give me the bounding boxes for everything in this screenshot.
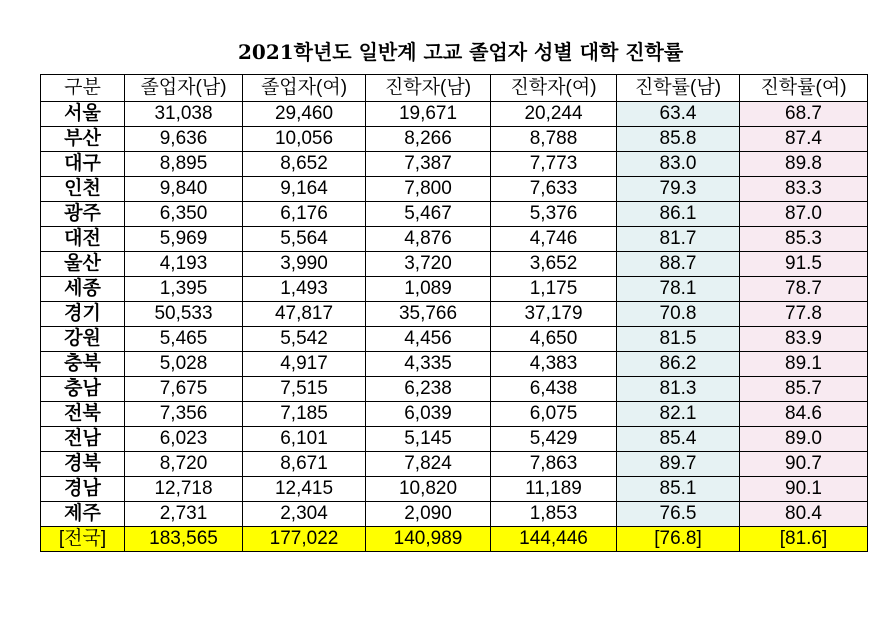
table-row <box>41 177 868 202</box>
col-header-category: 구분 <box>41 75 125 102</box>
table-row <box>41 127 868 152</box>
rate-male-cell: 88.7 <box>617 252 740 277</box>
table-row <box>41 377 868 402</box>
grad-female-cell: 2,304 <box>243 502 366 527</box>
grad-male-cell: 50,533 <box>125 302 243 327</box>
grad-female-cell: 1,493 <box>243 277 366 302</box>
enroll-female-cell: 7,773 <box>491 152 617 177</box>
rate-male-cell: 76.5 <box>617 502 740 527</box>
region-cell: 광주 <box>41 202 125 227</box>
enroll-male-cell: 7,824 <box>366 452 491 477</box>
grad-male-cell: 2,731 <box>125 502 243 527</box>
rate-female-cell: 87.4 <box>740 127 868 152</box>
rate-female-cell: 85.7 <box>740 377 868 402</box>
enroll-female-cell: 7,633 <box>491 177 617 202</box>
rate-female-cell: 84.6 <box>740 402 868 427</box>
rate-female-cell: 85.3 <box>740 227 868 252</box>
enroll-female-cell: 4,383 <box>491 352 617 377</box>
col-header-enroll-female: 진학자(여) <box>491 75 617 102</box>
region-cell: 대구 <box>41 152 125 177</box>
region-cell: 세종 <box>41 277 125 302</box>
enroll-female-cell: 6,075 <box>491 402 617 427</box>
grad-male-cell: 5,028 <box>125 352 243 377</box>
table-row <box>41 152 868 177</box>
grad-male-cell: 9,636 <box>125 127 243 152</box>
enroll-male-cell: 2,090 <box>366 502 491 527</box>
rate-female-cell: [81.6] <box>740 527 868 552</box>
rate-female-cell: 77.8 <box>740 302 868 327</box>
grad-male-cell: 8,720 <box>125 452 243 477</box>
rate-male-cell: 86.1 <box>617 202 740 227</box>
grad-male-cell: 7,675 <box>125 377 243 402</box>
region-cell: 경남 <box>41 477 125 502</box>
rate-male-cell: 81.5 <box>617 327 740 352</box>
grad-female-cell: 12,415 <box>243 477 366 502</box>
enroll-male-cell: 8,266 <box>366 127 491 152</box>
col-header-grad-female: 졸업자(여) <box>243 75 366 102</box>
rate-female-cell: 78.7 <box>740 277 868 302</box>
rate-female-cell: 90.7 <box>740 452 868 477</box>
rate-male-cell: 63.4 <box>617 102 740 127</box>
rate-female-cell: 89.8 <box>740 152 868 177</box>
enroll-female-cell: 3,652 <box>491 252 617 277</box>
table-row <box>41 402 868 427</box>
region-cell: [전국] <box>41 527 125 552</box>
region-cell: 울산 <box>41 252 125 277</box>
header-row <box>41 75 868 102</box>
rate-female-cell: 89.1 <box>740 352 868 377</box>
grad-female-cell: 5,564 <box>243 227 366 252</box>
enroll-male-cell: 4,876 <box>366 227 491 252</box>
table-row <box>41 102 868 127</box>
grad-female-cell: 47,817 <box>243 302 366 327</box>
enroll-female-cell: 7,863 <box>491 452 617 477</box>
enroll-female-cell: 8,788 <box>491 127 617 152</box>
enroll-female-cell: 4,746 <box>491 227 617 252</box>
table-row <box>41 302 868 327</box>
enroll-male-cell: 7,387 <box>366 152 491 177</box>
table-row <box>41 252 868 277</box>
grad-male-cell: 9,840 <box>125 177 243 202</box>
grad-female-cell: 4,917 <box>243 352 366 377</box>
rate-male-cell: 85.8 <box>617 127 740 152</box>
rate-male-cell: 81.3 <box>617 377 740 402</box>
enroll-female-cell: 4,650 <box>491 327 617 352</box>
grad-female-cell: 9,164 <box>243 177 366 202</box>
grad-male-cell: 7,356 <box>125 402 243 427</box>
enroll-male-cell: 5,467 <box>366 202 491 227</box>
rate-male-cell: 70.8 <box>617 302 740 327</box>
enrollment-table <box>40 74 868 552</box>
enroll-male-cell: 7,800 <box>366 177 491 202</box>
rate-female-cell: 83.9 <box>740 327 868 352</box>
grad-female-cell: 5,542 <box>243 327 366 352</box>
rate-male-cell: 82.1 <box>617 402 740 427</box>
rate-female-cell: 83.3 <box>740 177 868 202</box>
grad-female-cell: 3,990 <box>243 252 366 277</box>
grad-male-cell: 6,350 <box>125 202 243 227</box>
enroll-female-cell: 11,189 <box>491 477 617 502</box>
grad-male-cell: 5,969 <box>125 227 243 252</box>
rate-female-cell: 91.5 <box>740 252 868 277</box>
enroll-male-cell: 140,989 <box>366 527 491 552</box>
rate-male-cell: 83.0 <box>617 152 740 177</box>
rate-female-cell: 68.7 <box>740 102 868 127</box>
region-cell: 인천 <box>41 177 125 202</box>
grad-female-cell: 7,515 <box>243 377 366 402</box>
enroll-female-cell: 144,446 <box>491 527 617 552</box>
rate-male-cell: 89.7 <box>617 452 740 477</box>
enroll-male-cell: 6,039 <box>366 402 491 427</box>
grad-male-cell: 4,193 <box>125 252 243 277</box>
region-cell: 경북 <box>41 452 125 477</box>
enroll-female-cell: 6,438 <box>491 377 617 402</box>
grad-female-cell: 8,671 <box>243 452 366 477</box>
enroll-male-cell: 19,671 <box>366 102 491 127</box>
table-row <box>41 502 868 527</box>
grad-female-cell: 6,101 <box>243 427 366 452</box>
grad-male-cell: 8,895 <box>125 152 243 177</box>
rate-male-cell: [76.8] <box>617 527 740 552</box>
enroll-female-cell: 37,179 <box>491 302 617 327</box>
table-row <box>41 427 868 452</box>
col-header-grad-male: 졸업자(남) <box>125 75 243 102</box>
rate-female-cell: 89.0 <box>740 427 868 452</box>
enroll-male-cell: 3,720 <box>366 252 491 277</box>
enroll-male-cell: 5,145 <box>366 427 491 452</box>
region-cell: 전북 <box>41 402 125 427</box>
enroll-male-cell: 1,089 <box>366 277 491 302</box>
table-row <box>41 202 868 227</box>
rate-male-cell: 78.1 <box>617 277 740 302</box>
enroll-female-cell: 20,244 <box>491 102 617 127</box>
grad-male-cell: 12,718 <box>125 477 243 502</box>
region-cell: 제주 <box>41 502 125 527</box>
grad-female-cell: 177,022 <box>243 527 366 552</box>
table-row <box>41 277 868 302</box>
rate-male-cell: 86.2 <box>617 352 740 377</box>
enroll-male-cell: 6,238 <box>366 377 491 402</box>
region-cell: 충남 <box>41 377 125 402</box>
col-header-rate-female: 진학률(여) <box>740 75 868 102</box>
table-title: 2021학년도 일반계 고교 졸업자 성별 대학 진학률 <box>238 40 684 64</box>
enroll-female-cell: 5,376 <box>491 202 617 227</box>
region-cell: 충북 <box>41 352 125 377</box>
enroll-male-cell: 4,335 <box>366 352 491 377</box>
rate-female-cell: 90.1 <box>740 477 868 502</box>
rate-male-cell: 79.3 <box>617 177 740 202</box>
grad-male-cell: 1,395 <box>125 277 243 302</box>
enroll-female-cell: 1,175 <box>491 277 617 302</box>
rate-female-cell: 80.4 <box>740 502 868 527</box>
grad-male-cell: 183,565 <box>125 527 243 552</box>
grad-female-cell: 8,652 <box>243 152 366 177</box>
enroll-male-cell: 35,766 <box>366 302 491 327</box>
grad-female-cell: 7,185 <box>243 402 366 427</box>
rate-male-cell: 85.4 <box>617 427 740 452</box>
table-row <box>41 352 868 377</box>
grad-male-cell: 5,465 <box>125 327 243 352</box>
grad-female-cell: 10,056 <box>243 127 366 152</box>
region-cell: 전남 <box>41 427 125 452</box>
grad-female-cell: 29,460 <box>243 102 366 127</box>
col-header-enroll-male: 진학자(남) <box>366 75 491 102</box>
enroll-female-cell: 1,853 <box>491 502 617 527</box>
grad-female-cell: 6,176 <box>243 202 366 227</box>
region-cell: 부산 <box>41 127 125 152</box>
rate-male-cell: 85.1 <box>617 477 740 502</box>
region-cell: 대전 <box>41 227 125 252</box>
region-cell: 경기 <box>41 302 125 327</box>
rate-female-cell: 87.0 <box>740 202 868 227</box>
grad-male-cell: 6,023 <box>125 427 243 452</box>
enroll-female-cell: 5,429 <box>491 427 617 452</box>
enroll-male-cell: 10,820 <box>366 477 491 502</box>
table-row <box>41 227 868 252</box>
rate-male-cell: 81.7 <box>617 227 740 252</box>
region-cell: 강원 <box>41 327 125 352</box>
col-header-rate-male: 진학률(남) <box>617 75 740 102</box>
table-row <box>41 477 868 502</box>
grad-male-cell: 31,038 <box>125 102 243 127</box>
region-cell: 서울 <box>41 102 125 127</box>
enroll-male-cell: 4,456 <box>366 327 491 352</box>
table-row <box>41 327 868 352</box>
total-row <box>41 527 868 552</box>
table-row <box>41 452 868 477</box>
